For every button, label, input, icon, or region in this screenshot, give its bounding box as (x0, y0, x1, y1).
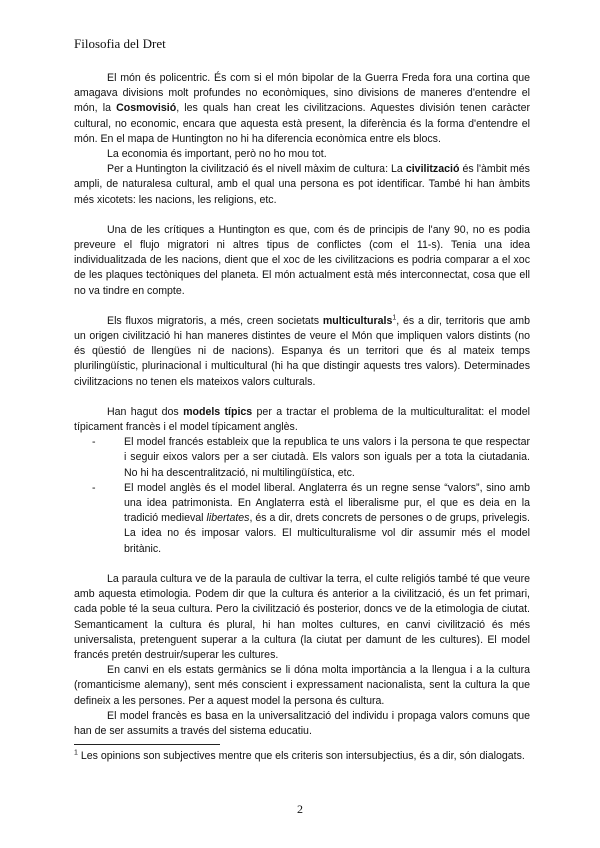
paragraph-cultura: La paraula cultura ve de la paraula de cultivar la terra, el culte religiós també té que veure amb aquesta etimologia. Podem dir que la cultura és anterior a la civilització, és un fet primari, cada poble té la seua cultura. Pero la civilització és posterior, doncs ve de la etimologia de ciutat. Semanticament la cultura és plural, hi han moltes cultures, en canvi civilització és més universalista, pretenguent superar a la cultura (la ciutat per damunt de les cultures). El model francés pretén destruir/superar les cultures. (74, 572, 530, 661)
text-run: Els fluxos migratoris, a més, creen societats (107, 314, 323, 327)
page-header: Filosofia del Dret (74, 36, 166, 51)
term-cosmovisio: Cosmovisió (116, 102, 177, 115)
list-item-model-frances: - El model francés estableix que la republica te uns valors i la persona te que respectar i seguir eixos valors per a ser ciutadà. Els valors son iguals per a tota la ciutadania. No hi ha descentralització, ni multilingüística, etc. (124, 435, 530, 481)
models-list (74, 435, 530, 557)
paragraph-germanics: En canvi en els estats germànics se li dóna molta importància a la llengua i a la cultura (romanticisme alemany), sent més conscient i expressament nacionalista, sent la cultura la que defineix a les persones. Per a aquest model la persona és cultura. (74, 664, 530, 707)
text-run: és l'àmbit més ampli, de naturalesa cultural, amb el qual una persona es pot identificar. També hi han àmbits més xicotets: les nacions, les religions, etc. (74, 163, 530, 206)
text-run: El món és policentric. És com si el món bipolar de la Guerra Freda fora una cortina que amagava divisions molt profundes no econòmiques, sino divisions de maneres d'entendre el món, la (74, 72, 530, 115)
text-run: El model anglès és el model liberal. Anglaterra és un regne sense “valors”, sino amb una idea patrimonista. En Anglaterra està el liberalisme pur, el que es deia en la tradició medieval (124, 481, 530, 525)
paragraph-civilitzacio (74, 162, 530, 208)
document-body (74, 71, 530, 739)
paragraph-economia: La economia és important, però no ho mou tot. (107, 148, 327, 161)
text-run: , és a dir, territoris que amb un origen civilització hi han maneres distintes de veure el Món que impliquen valors distints (no és qüestió de llengües ni de nacions). Espanya és un territori que és al mateix temps plurilingüístic, plurinacional i multicultural (hi ha que distingir aquests tres valors). Determinades civilitzacions no tenen els mateixos valors culturals. (74, 314, 530, 388)
text-run: Per a Huntington la civilització és el nivell màxim de cultura: La (107, 163, 406, 176)
footnote-separator (74, 744, 220, 745)
paragraph-model-frances: El model francès es basa en la universalització del individu i propaga valors comuns que han de ser assumits a través del sistema educatiu. (74, 709, 530, 737)
text-run: per a tractar el problema de la multiculturalitat: el model típicament francès i el model típicament anglès. (74, 405, 531, 434)
paragraph-critiques: Una de les crítiques a Huntington es que, com és de principis de l'any 90, no es podia preveure el flujo migratori ni altres tipus de conflictes (com el 11-s). Tenia una idea individualitzada de les nacions, dient que el xoc de les civilitzacions es podria comparar a el xoc de les plaques tectòniques del planeta. El món actualment està més interconnectat, cosa que ell no va tindre en compte. (74, 223, 530, 297)
term-civilitzacio: civilització (405, 163, 460, 176)
term-models-tipics: models típics (183, 405, 253, 418)
term-multiculturals: multiculturals (322, 314, 393, 327)
text-run: , és a dir, drets concrets de persones o de grups, privelegis. La idea no és imposar valors. El multiculturalisme vol dir assumir més el model britànic. (124, 512, 531, 555)
page-number: 2 (297, 802, 303, 816)
paragraph-fluxos (74, 314, 530, 390)
footnote-mark: 1 (74, 749, 78, 757)
term-libertates: libertates (206, 512, 250, 525)
footnote-text: Les opinions son subjectives mentre que els criteris son intersubjectius, és a dir, són dialogats. (77, 750, 525, 762)
text-run: , les quals han creat les civilitzacions. Aquestes división tenen caràcter cultural, no economic, encara que aquesta està present, la diferència és la forma d'entendre el món. En el mapa de Huntington no hi ha diferencia econòmica entre els blocs. (74, 102, 530, 145)
footnote-reference: 1 (392, 314, 397, 322)
footnote (74, 749, 530, 763)
paragraph-policentric (74, 71, 530, 147)
text-run: Han hagut dos (107, 405, 184, 418)
paragraph-models (74, 405, 530, 435)
list-item-model-angles (124, 481, 530, 557)
